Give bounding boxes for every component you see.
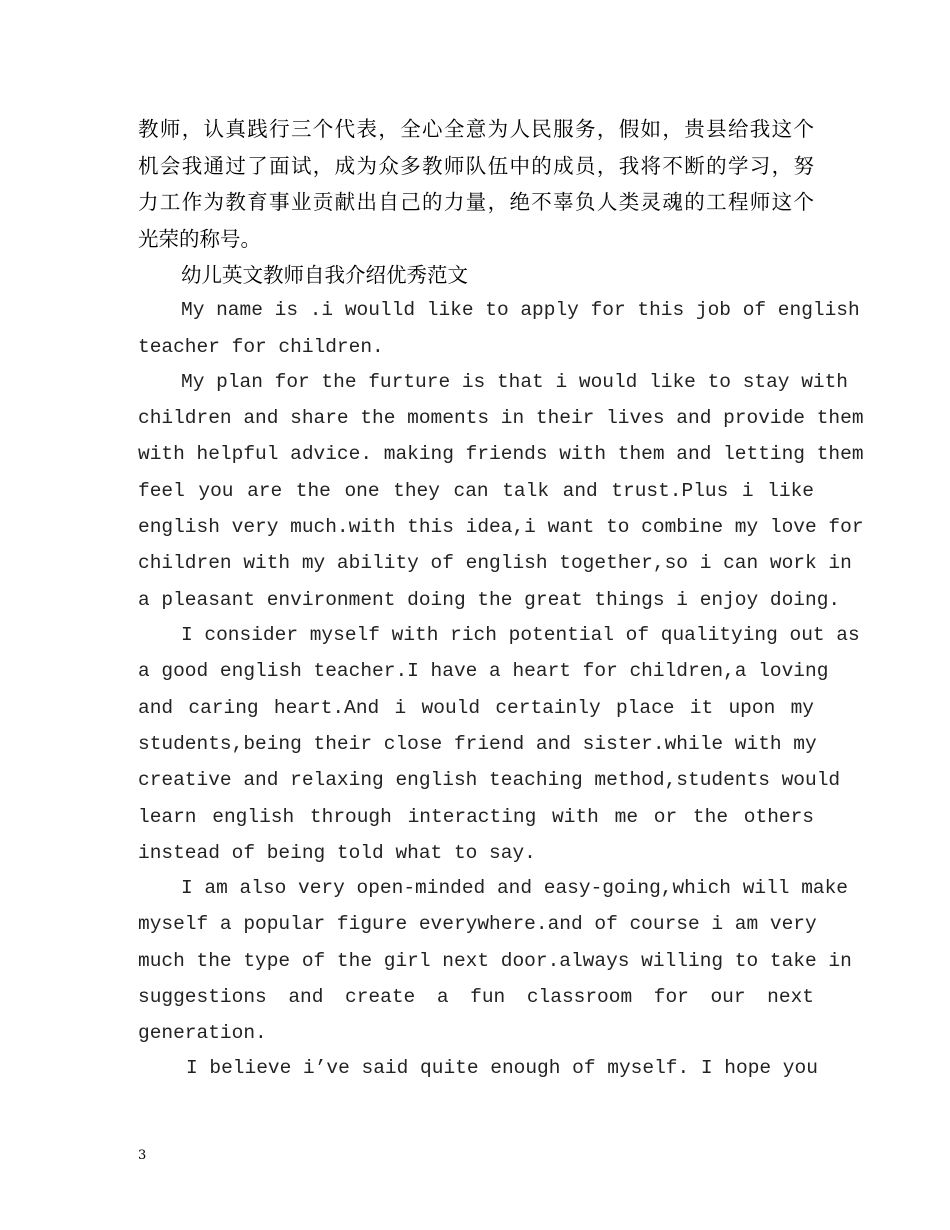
text-line: and caring heart.And i would certainly place it upon my <box>138 697 814 719</box>
chinese-paragraph-line: 教师，认真践行三个代表，全心全意为人民服务，假如，贵县给我这个 <box>138 117 814 141</box>
text-line: with helpful advice. making friends with them and letting them <box>138 443 864 465</box>
text-line: creative and relaxing english teaching method,students would <box>138 769 841 791</box>
text-line: children with my ability of english together,so i can work in <box>138 552 852 574</box>
text-line: students,being their close friend and sister.while with my <box>138 733 817 755</box>
text-line: instead of being told what to say. <box>138 842 536 864</box>
text-line: myself a popular figure everywhere.and of course i am very <box>138 913 817 935</box>
section-heading: 幼儿英文教师自我介绍优秀范文 <box>181 263 468 287</box>
text-line: teacher for children. <box>138 336 384 358</box>
text-line: I believe i’ve said quite enough of myself. I hope you <box>186 1057 818 1079</box>
text-line: feel you are the one they can talk and trust.Plus i like <box>138 480 814 502</box>
chinese-paragraph-line: 光荣的称号。 <box>138 227 261 251</box>
text-line: children and share the moments in their lives and provide them <box>138 407 864 429</box>
text-line: a pleasant environment doing the great things i enjoy doing. <box>138 589 841 611</box>
chinese-paragraph-line: 机会我通过了面试，成为众多教师队伍中的成员，我将不断的学习，努 <box>138 154 814 178</box>
text-line: I am also very open-minded and easy-going,which will make <box>181 877 849 899</box>
page-number: 3 <box>138 1148 147 1163</box>
text-line: learn english through interacting with me or the others <box>138 806 814 828</box>
text-line: I consider myself with rich potential of qualitying out as <box>181 624 860 646</box>
text-line: suggestions and create a fun classroom for our next <box>138 986 814 1008</box>
text-line: My plan for the furture is that i would like to stay with <box>181 371 849 393</box>
text-line: a good english teacher.I have a heart for children,a loving <box>138 660 829 682</box>
text-line: generation. <box>138 1022 267 1044</box>
text-line: My name is .i woulld like to apply for this job of english <box>181 299 860 321</box>
text-line: much the type of the girl next door.always willing to take in <box>138 950 852 972</box>
chinese-paragraph-line: 力工作为教育事业贡献出自己的力量，绝不辜负人类灵魂的工程师这个 <box>138 190 814 214</box>
text-line: english very much.with this idea,i want to combine my love for <box>138 516 864 538</box>
